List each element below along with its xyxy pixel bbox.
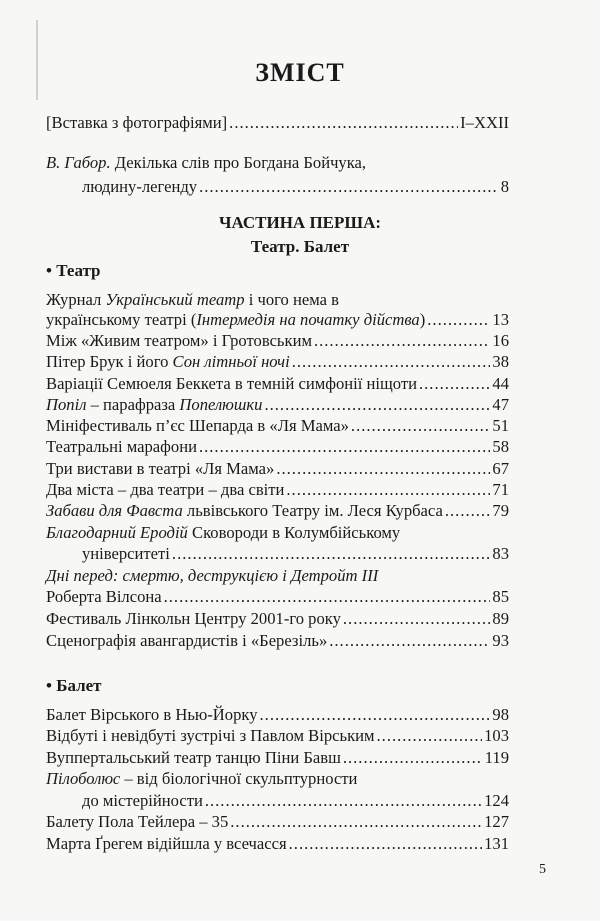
entry-page: 67 [492, 459, 509, 478]
entry-italic-title: Забави для Фавста [46, 501, 183, 520]
leader-dots [289, 834, 482, 854]
leader-dots [199, 177, 499, 197]
entry-page: 85 [492, 587, 509, 606]
entry-italic-title: Попелюшки [179, 395, 263, 414]
entry-italic-title: Благодарний Еродій [46, 523, 188, 542]
entry-text: Журнал [46, 290, 106, 309]
leader-dots [230, 812, 482, 832]
leader-dots [314, 331, 490, 351]
entry-text: Балет Вірського в Нью-Йорку [46, 705, 258, 724]
toc-entry [46, 416, 509, 436]
entry-title: Декілька слів про Богдана Бойчука, [114, 153, 367, 172]
toc-entry [46, 544, 509, 564]
toc-entry-photos [46, 113, 509, 133]
toc-entry [46, 609, 509, 629]
entry-page: 119 [484, 748, 509, 767]
leader-dots [427, 310, 490, 330]
entry-page: 103 [484, 726, 509, 745]
toc-entry [46, 437, 509, 457]
entry-page: 47 [492, 395, 509, 414]
toc-entry [46, 791, 509, 811]
toc-entry [46, 352, 509, 372]
entry-italic-title: Сон літньої ночі [172, 352, 290, 371]
toc-entry [46, 769, 509, 789]
toc-entry [46, 310, 509, 330]
entry-text: Між «Живим театром» і Гротовським [46, 331, 312, 350]
toc-entry-gabor [46, 153, 509, 197]
section-heading-theatre: • Театр [46, 261, 101, 280]
leader-dots [445, 501, 491, 521]
entry-text: Відбуті і невідбуті зустрічі з Павлом Вірським [46, 726, 375, 745]
leader-dots [292, 352, 491, 372]
entry-text: університеті [82, 544, 170, 563]
toc-entry [46, 631, 509, 651]
entry-italic-title: Попіл [46, 395, 87, 414]
leader-dots [286, 480, 490, 500]
toc-entry [46, 726, 509, 746]
section-heading-ballet: • Балет [46, 676, 102, 695]
toc-entry [46, 748, 509, 768]
toc-entry [46, 501, 509, 521]
entry-text: Балету Пола Тейлера – 35 [46, 812, 229, 831]
entry-text: до містерійности [82, 791, 203, 810]
part-title: ЧАСТИНА ПЕРША: [218, 213, 382, 232]
entry-italic-title: Інтермедія на початку дійства [196, 310, 420, 329]
entry-page: 38 [492, 352, 509, 371]
part-subtitle: Театр. Балет [250, 237, 350, 256]
entry-italic-title: Український театр [105, 290, 245, 309]
entry-page: 13 [492, 310, 509, 329]
entry-page: 71 [492, 480, 509, 499]
entry-text: ) [419, 310, 426, 329]
entry-title-continued: людину-легенду [82, 177, 198, 196]
entry-text: Театральні марафони [46, 437, 197, 456]
entry-text: українському театрі ( [46, 310, 197, 329]
entry-page: 83 [492, 544, 509, 563]
entry-text: – парафраза [86, 395, 180, 414]
toc-entry [46, 331, 509, 351]
leader-dots [164, 587, 491, 607]
entry-text: Варіації Семюеля Беккета в темній симфонії ніщоти [46, 374, 417, 393]
leader-dots [351, 416, 490, 436]
entry-title: [Вставка з фотографіями] [46, 113, 228, 132]
entry-page: 131 [484, 834, 509, 853]
entry-page: 79 [492, 501, 509, 520]
toc-entry [46, 523, 509, 543]
entry-page: I–XXII [460, 113, 509, 132]
leader-dots [419, 374, 490, 394]
entry-page: 89 [492, 609, 509, 628]
page-number: 5 [539, 862, 546, 877]
entry-text: Сценографія авангардистів і «Березіль» [46, 631, 328, 650]
toc-entry [46, 587, 509, 607]
entry-page: 16 [492, 331, 509, 350]
leader-dots [229, 113, 458, 133]
leader-dots [260, 705, 491, 725]
toc-entry [46, 812, 509, 832]
entry-text: львівського Театру ім. Леся Курбаса [182, 501, 443, 520]
entry-text: Сковороди в Колумбійському [187, 523, 401, 542]
toc-entry [46, 290, 509, 310]
entry-page: 127 [484, 812, 509, 831]
entry-text: Фестиваль Лінкольн Центру 2001-го року [46, 609, 341, 628]
entry-page: 51 [492, 416, 509, 435]
toc-entry [46, 374, 509, 394]
toc-entry [46, 705, 509, 725]
leader-dots [343, 748, 483, 768]
toc-entry [46, 480, 509, 500]
entry-page: 58 [492, 437, 509, 456]
toc-entry [46, 834, 509, 854]
entry-text: Три вистави в театрі «Ля Мама» [46, 459, 275, 478]
leader-dots [172, 544, 490, 564]
leader-dots [343, 609, 491, 629]
page-title: ЗМІСТ [255, 58, 345, 87]
entry-text: Роберта Вілсона [46, 587, 162, 606]
entry-text: Два міста – два театри – два світи [46, 480, 285, 499]
entry-author: В. Габор. [46, 153, 111, 172]
entry-text: і чого нема в [244, 290, 339, 309]
leader-dots [276, 459, 490, 479]
entry-text: Пітер Брук і його [46, 352, 173, 371]
entry-page: 8 [500, 177, 509, 196]
leader-dots [264, 395, 490, 415]
entry-page: 124 [484, 791, 509, 810]
entry-text: – від біологічної скульптурности [120, 769, 358, 788]
leader-dots [329, 631, 490, 651]
toc-entry [46, 395, 509, 415]
entry-italic-title: Пілоболюс [46, 769, 121, 788]
entry-text: Вуппертальський театр танцю Піни Бавш [46, 748, 341, 767]
leader-dots [205, 791, 482, 811]
entry-text: Мініфестиваль п’єс Шепарда в «Ля Мама» [46, 416, 349, 435]
entry-text: Марта Ґрегем відійшла у всечасся [46, 834, 287, 853]
toc-entry [46, 566, 509, 586]
toc-entry [46, 459, 509, 479]
entry-page: 93 [492, 631, 509, 650]
leader-dots [377, 726, 483, 746]
entry-page: 44 [492, 374, 509, 393]
entry-page: 98 [492, 705, 509, 724]
leader-dots [199, 437, 490, 457]
entry-italic-title: Дні перед: смертю, деструкцією і Детройт III [46, 566, 379, 585]
